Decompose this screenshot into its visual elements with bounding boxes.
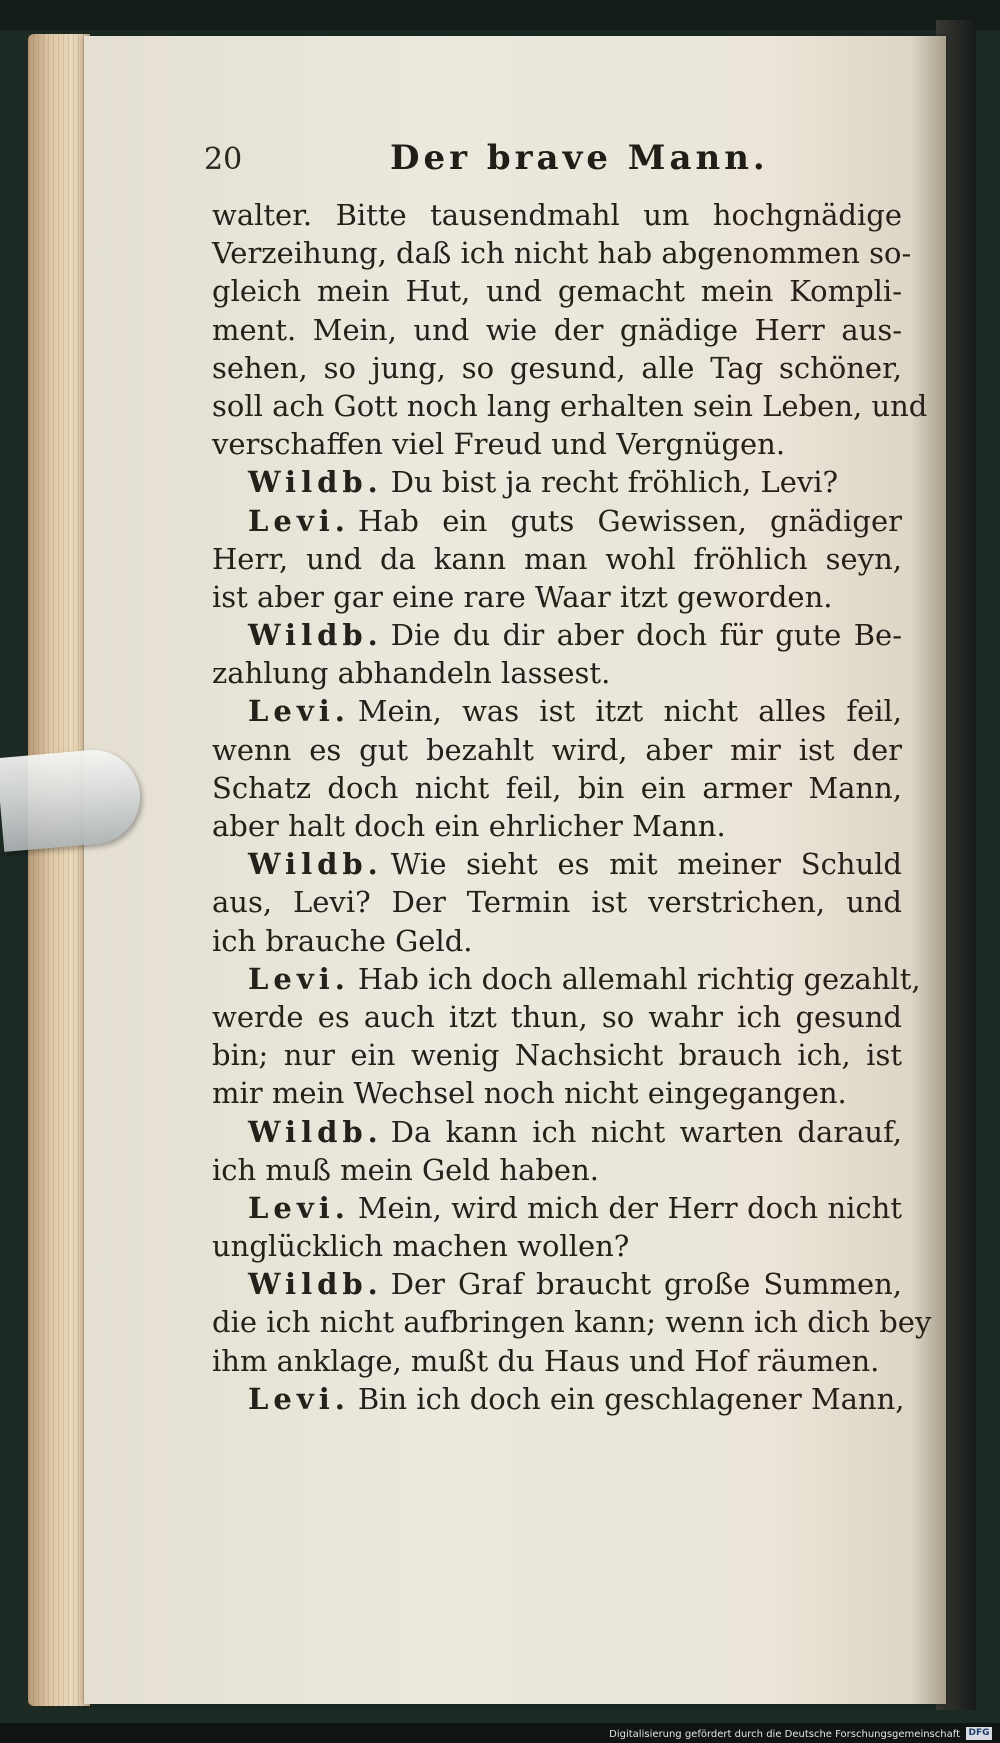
speaker-name: Wildb. — [248, 1267, 383, 1302]
text-line — [212, 387, 928, 425]
text-line — [212, 1380, 905, 1418]
line-text: wenn es gut bezahlt wird, aber mir ist der — [212, 732, 902, 767]
text-line — [212, 463, 902, 501]
line-text: sehen, so jung, so gesund, alle Tag schöner, — [212, 350, 902, 385]
page-text — [212, 196, 932, 1418]
text-line — [212, 349, 902, 387]
text-line — [212, 1227, 902, 1265]
speaker-name: Levi. — [248, 1381, 350, 1416]
line-text: ment. Mein, und wie der gnädige Herr aus- — [212, 312, 902, 347]
text-line — [212, 1265, 902, 1303]
text-line — [212, 1303, 932, 1341]
text-line — [212, 502, 902, 540]
text-line — [212, 1113, 902, 1151]
line-text: Da kann ich nicht warten darauf, — [390, 1114, 902, 1149]
speaker-name: Levi. — [248, 961, 350, 996]
line-text: Hab ein guts Gewissen, gnädiger — [357, 503, 902, 538]
line-text: ist aber gar eine rare Waar itzt geworden. — [212, 579, 833, 614]
line-text: gleich mein Hut, und gemacht mein Kompli- — [212, 274, 902, 309]
text-line — [212, 845, 902, 883]
speaker-name: Wildb. — [248, 618, 383, 653]
line-text: werde es auch itzt thun, so wahr ich gesund — [212, 999, 902, 1034]
line-text: Schatz doch nicht feil, bin ein armer Mann, — [212, 770, 902, 805]
text-line — [212, 311, 902, 349]
text-line — [212, 196, 902, 234]
line-text: walter. Bitte tausendmahl um hochgnädige — [212, 198, 902, 232]
text-line — [212, 1036, 902, 1074]
text-line — [212, 807, 902, 845]
scan-backdrop — [0, 0, 1000, 30]
text-line — [212, 769, 902, 807]
line-text: soll ach Gott noch lang erhalten sein Leben, und — [212, 388, 928, 423]
line-text: Herr, und da kann man wohl fröhlich seyn, — [212, 541, 902, 576]
text-line — [212, 1151, 902, 1189]
line-text: Du bist ja recht fröhlich, Levi? — [390, 465, 839, 500]
line-text: ihm anklage, mußt du Haus und Hof räumen. — [212, 1343, 880, 1378]
running-title: Der brave Mann. — [390, 138, 769, 178]
speaker-name: Levi. — [248, 694, 350, 729]
line-text: ich brauche Geld. — [212, 923, 473, 958]
line-text: Verzeihung, daß ich nicht hab abgenommen so- — [212, 236, 912, 271]
speaker-name: Levi. — [248, 503, 350, 538]
digitization-credit: Digitalisierung gefördert durch die Deutsche Forschungsgemeinschaft — [609, 1729, 960, 1740]
line-text: bin; nur ein wenig Nachsicht brauch ich, ist — [212, 1038, 902, 1073]
line-text: Die du dir aber doch für gute Be- — [390, 618, 902, 653]
text-line — [212, 883, 902, 921]
line-text: Bin ich doch ein geschlagener Mann, — [357, 1381, 905, 1416]
line-text: verschaffen viel Freud und Vergnügen. — [212, 427, 786, 462]
line-text: zahlung abhandeln lassest. — [212, 656, 611, 691]
line-text: Hab ich doch allemahl richtig gezahlt, — [357, 961, 921, 996]
text-line — [212, 234, 912, 272]
line-text: aber halt doch ein ehrlicher Mann. — [212, 809, 726, 843]
text-line — [212, 1342, 902, 1380]
text-line — [212, 1074, 902, 1112]
text-line — [212, 540, 902, 578]
line-text: Wie sieht es mit meiner Schuld — [390, 847, 902, 882]
speaker-name: Wildb. — [248, 847, 383, 882]
line-text: aus, Levi? Der Termin ist verstrichen, und — [212, 885, 902, 920]
text-line — [212, 692, 902, 730]
line-text: unglücklich machen wollen? — [212, 1229, 630, 1264]
text-line — [212, 922, 902, 960]
line-text: mir mein Wechsel noch nicht eingegangen. — [212, 1076, 847, 1111]
speaker-name: Wildb. — [248, 1114, 383, 1149]
dfg-logo-icon: DFG — [966, 1727, 992, 1740]
text-line — [212, 272, 902, 310]
page-header — [120, 138, 900, 188]
page-number: 20 — [204, 142, 243, 177]
text-line — [212, 425, 902, 463]
footer-bar — [0, 1723, 1000, 1743]
speaker-name: Levi. — [248, 1190, 350, 1225]
text-line — [212, 960, 921, 998]
line-text: ich muß mein Geld haben. — [212, 1152, 599, 1187]
line-text: Mein, was ist itzt nicht alles feil, — [357, 694, 902, 729]
text-line — [212, 578, 902, 616]
text-line — [212, 998, 902, 1036]
line-text: Der Graf braucht große Summen, — [390, 1267, 902, 1302]
text-line — [212, 1189, 902, 1227]
text-line — [212, 616, 902, 654]
text-line — [212, 654, 902, 692]
line-text: die ich nicht aufbringen kann; wenn ich dich bey — [212, 1305, 932, 1340]
text-line — [212, 731, 902, 769]
speaker-name: Wildb. — [248, 465, 383, 500]
line-text: Mein, wird mich der Herr doch nicht — [357, 1190, 902, 1225]
book-page-edges — [28, 34, 90, 1706]
